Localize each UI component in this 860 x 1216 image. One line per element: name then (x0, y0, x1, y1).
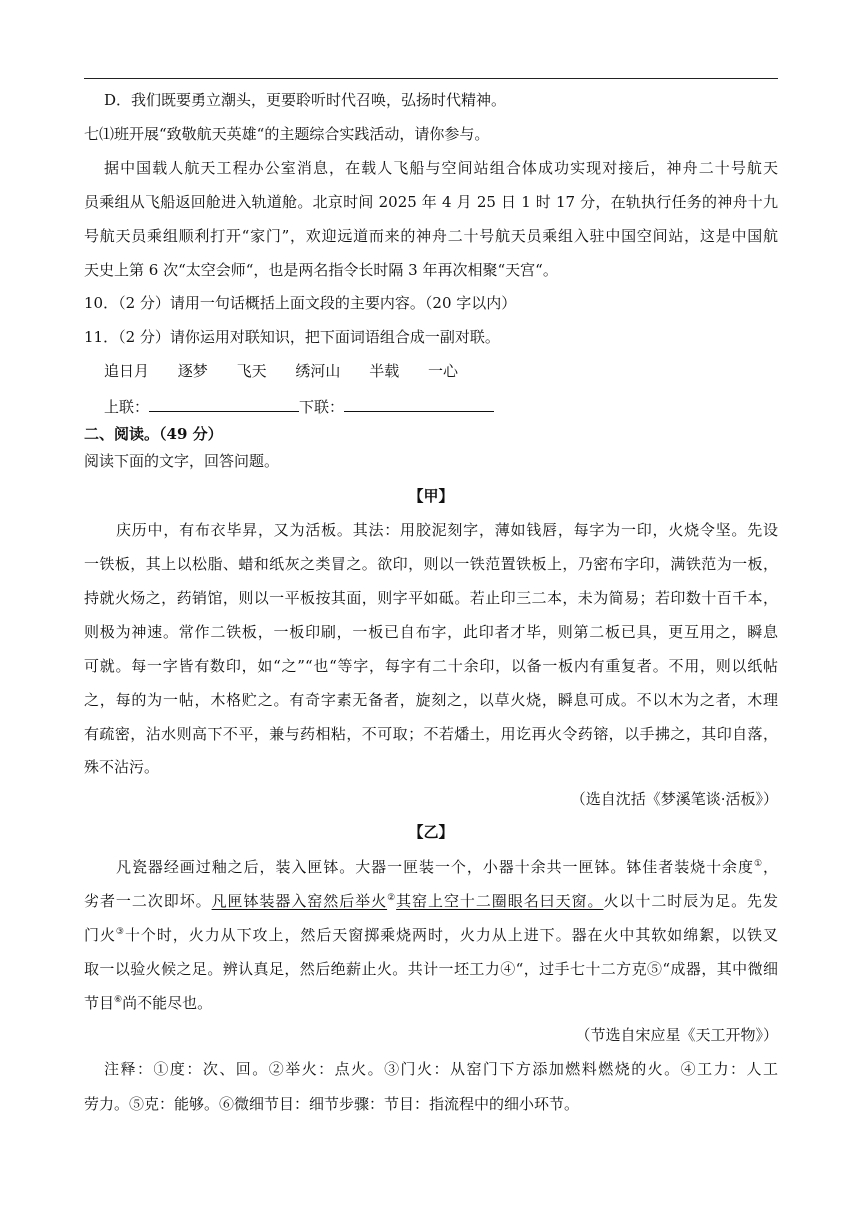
question-11: 11．（2 分）请你运用对联知识，把下面词语组合成一副对联。 (84, 328, 500, 346)
underlined-sentence: 其窑上空十二圈眼名曰天窗。 (396, 892, 604, 910)
passage-yi-line-3: 门火③十个时，火力从下攻上，然后天窗掷乘烧两时，火力从上进下。器在火中其软如绵絮，以铁叉 (84, 926, 778, 944)
passage-jia-title: 【甲】 (408, 487, 454, 505)
notes-line-1: 注释：①度：次、回。②举火：点火。③门火：从窑门下方添加燃料燃烧的火。④工力：人工 (104, 1060, 778, 1078)
passage-jia-line: 可就。每一字皆有数印，如“之”“也“等字，每字有二十余印，以备一板内有重复者。不用，则以纸帖 (84, 657, 778, 675)
passage-yi-line-2: 劣者一二次即坏。凡匣钵装器入窑然后举火②其窑上空十二圈眼名曰天窗。火以十二时辰为足。先发 (84, 892, 778, 910)
underlined-sentence: 凡匣钵装器入窑然后举火 (211, 892, 388, 910)
couplet-word-list (104, 361, 482, 381)
couplet-answer-row (104, 395, 494, 417)
section-2-heading: 二、阅读。（49 分） (84, 425, 223, 443)
passage-jia-line: 有疏密，沾水则高下不平，兼与药相粘，不可取；不若燔土，用讫再火令药镕，以手拂之，其印自落， (84, 725, 778, 743)
passage-jia-line: 殊不沾污。 (84, 758, 160, 776)
passage-yi-title: 【乙】 (408, 823, 454, 841)
lower-couplet-blank[interactable] (344, 395, 494, 412)
reading-instruction: 阅读下面的文字，回答问题。 (84, 452, 280, 470)
news-line-2: 员乘组从飞船返回舱进入轨道舱。北京时间 2025 年 4 月 25 日 1 时 17 分，在轨执行任务的神舟十九 (84, 193, 778, 211)
passage-yi-line-5: 节目⑥尚不能尽也。 (84, 994, 213, 1012)
question-10: 10．（2 分）请用一句话概括上面文段的主要内容。（20 字以内） (84, 294, 517, 312)
couplet-word: 逐梦 (177, 362, 208, 380)
passage-yi-line-1: 凡瓷器经画过釉之后，装入匣钵。大器一匣装一个，小器十余共一匣钵。钵佳者装烧十余度①， (116, 858, 778, 876)
couplet-word: 飞天 (236, 362, 267, 380)
news-line-1: 据中国载人航天工程办公室消息，在载人飞船与空间站组合体成功实现对接后，神舟二十号航天 (104, 159, 778, 177)
couplet-word: 追日月 (104, 362, 150, 380)
lower-couplet-label: 下联： (299, 398, 345, 416)
couplet-word: 一心 (427, 362, 458, 380)
notes-line-2: 劳力。⑤克：能够。⑥微细节目：细节步骤：节目：指流程中的细小环节。 (84, 1095, 580, 1113)
top-rule (84, 78, 778, 79)
option-d: D．我们既要勇立潮头，更要聆听时代召唤，弘扬时代精神。 (104, 91, 507, 109)
passage-jia-line: 之，每的为一帖，木格贮之。有奇字素无备者，旋刻之，以草火烧，瞬息可成。不以木为之者，木理 (84, 691, 778, 709)
news-line-4: 天史上第 6 次“太空会师“，也是两名指令长时隔 3 年再次相聚“天宫“。 (84, 261, 558, 279)
passage-yi-line-4: 取一以验火候之足。辨认真足，然后绝薪止火。共计一坯工力④“，过手七十二方克⑤“成器，其中微细 (84, 960, 778, 978)
upper-couplet-label: 上联： (104, 398, 150, 416)
couplet-word: 半载 (369, 362, 400, 380)
couplet-word: 绣河山 (295, 362, 341, 380)
activity-intro: 七⑴班开展“致敬航天英雄“的主题综合实践活动，请你参与。 (84, 125, 490, 143)
passage-jia-source: （选自沈括《梦溪笔谈·活板》） (570, 790, 778, 808)
upper-couplet-blank[interactable] (149, 395, 299, 412)
passage-jia-line: 庆历中，有布衣毕昇，又为活板。其法：用胶泥刻字，薄如钱唇，每字为一印，火烧令坚。先设 (116, 521, 778, 539)
passage-jia-line: 持就火炀之，药销馆，则以一平板按其面，则字平如砥。若止印三二本，未为简易；若印数十百千本， (84, 589, 778, 607)
passage-jia-line: 则极为神速。常作二铁板，一板印刷，一板已自布字，此印者才毕，则第二板已具，更互用之，瞬息 (84, 623, 778, 641)
news-line-3: 号航天员乘组顺利打开“家门”，欢迎远道而来的神舟二十号航天员乘组入驻中国空间站，这是中国航 (84, 227, 778, 245)
passage-yi-source: （节选自宋应星《天工开物》） (575, 1026, 778, 1044)
passage-jia-line: 一铁板，其上以松脂、蜡和纸灰之类冒之。欲印，则以一铁范置铁板上，乃密布字印，满铁范为一板， (84, 555, 778, 573)
